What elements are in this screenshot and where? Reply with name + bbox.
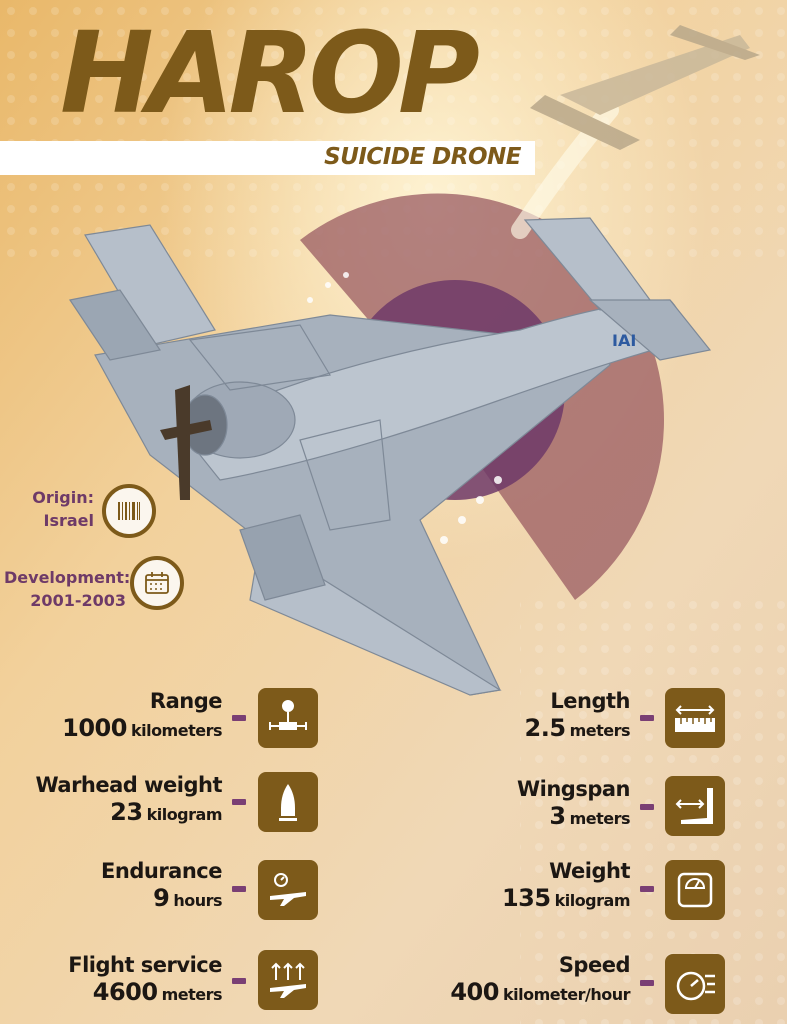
stat-label: Weight [549,859,630,883]
stat-value: 135 [501,884,551,913]
stat-label: Warhead weight [35,773,222,797]
scale-icon [665,860,725,920]
stat-unit: meters [569,809,630,829]
warhead-icon [258,772,318,832]
development-info [4,566,131,612]
stat-endurance [20,858,222,913]
stat-value: 23 [110,798,143,827]
stat-unit: kilogram [554,891,630,911]
iai-logo: IAI [612,331,637,350]
connector [232,715,246,721]
stat-label: Wingspan [517,777,630,801]
connector [232,799,246,805]
stat-value: 2.5 [524,714,566,743]
development-label: Development: [4,568,131,587]
stat-value: 4600 [92,978,158,1007]
calendar-icon [130,556,184,610]
connector [640,980,654,986]
altitude-icon [258,950,318,1010]
endurance-icon [258,860,318,920]
stat-length [420,688,630,743]
stat-wingspan [420,776,630,831]
origin-info [14,486,94,532]
stat-range [20,688,222,743]
stat-value: 3 [549,802,566,831]
stat-unit: kilometer/hour [502,985,630,1005]
stat-value: 9 [153,884,170,913]
connector [640,886,654,892]
stat-unit: kilogram [146,805,222,825]
stat-warhead [14,772,222,827]
subtitle: SUICIDE DRONE [324,144,521,170]
stat-label: Flight service [68,953,222,977]
stat-flight-service [20,952,222,1007]
stat-label: Endurance [101,859,222,883]
origin-label: Origin: [32,488,94,507]
development-value: 2001-2003 [30,591,126,611]
origin-value: Israel [43,511,94,531]
connector [232,978,246,984]
page-title: HAROP [60,9,474,139]
stat-unit: meters [161,985,222,1005]
wingspan-icon [665,776,725,836]
stat-label: Speed [558,953,630,977]
connector [640,715,654,721]
stat-label: Range [149,689,222,713]
barcode-icon [102,484,156,538]
ruler-icon [665,688,725,748]
stat-unit: meters [569,721,630,741]
stat-label: Length [550,689,630,713]
stat-unit: kilometers [130,721,222,741]
stat-unit: hours [173,891,222,911]
stat-value: 1000 [62,714,127,743]
connector [232,886,246,892]
stat-weight [420,858,630,913]
speedometer-icon [665,954,725,1014]
range-icon [258,688,318,748]
connector [640,804,654,810]
stat-speed [400,952,630,1007]
stat-value: 400 [450,978,499,1007]
